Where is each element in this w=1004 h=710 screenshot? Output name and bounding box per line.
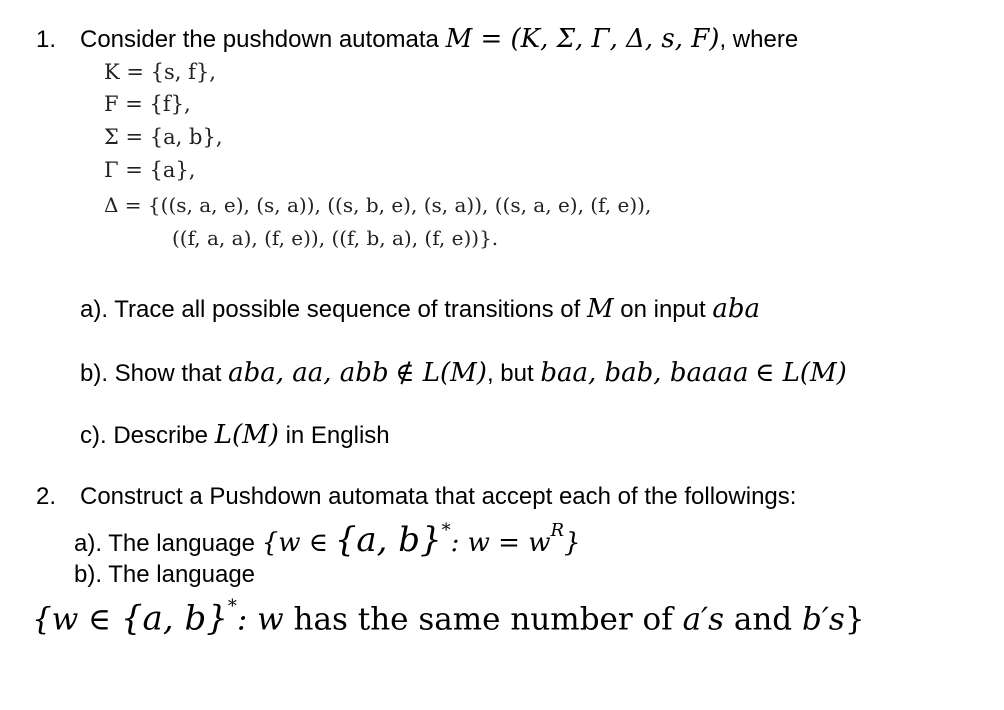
q1-part-b-notin: ∉ L(M): [395, 358, 487, 388]
q2-last-a-s: a′s: [682, 601, 724, 638]
q1-header: [36, 24, 798, 55]
q1-part-a-mid: on input: [620, 296, 706, 323]
q1-tuple: M = (K, Σ, Γ, Δ, s, F): [445, 24, 720, 54]
q1-part-c-lang: L(M): [214, 420, 279, 450]
q2-intro: Construct a Pushdown automata that accept each of the followings:: [80, 483, 797, 510]
q1-part-b-but: , but: [486, 360, 534, 387]
q1-number: 1.: [36, 26, 57, 53]
q1-definition-delta-line2: ((f, a, a), (f, e)), ((f, b, a), (f, e))}.: [172, 226, 499, 250]
q2-last-open: {w ∈: [32, 601, 112, 638]
q1-part-b: [80, 358, 847, 389]
q1-part-a-label: a). Trace all possible sequence of transitions of: [80, 296, 581, 323]
q1-part-b-accepted: baa, bab, baaaa: [540, 358, 749, 388]
q1-intro: Consider the pushdown automata: [80, 26, 439, 53]
q2-last-language: [32, 594, 865, 638]
q1-definition-gamma: Γ = {a},: [104, 158, 196, 182]
q1-part-b-in: ∈ L(M): [755, 358, 847, 388]
q2-part-a-lang-open: {w ∈: [261, 528, 329, 558]
q2-part-a-label: a). The language: [74, 530, 256, 557]
q1-definition-k: K = {s, f},: [104, 60, 216, 84]
q2-part-a: [74, 522, 581, 559]
q1-definition-f: F = {f},: [104, 92, 191, 116]
q2-last-set: {a, b}: [120, 598, 228, 639]
q2-number: 2.: [36, 483, 57, 510]
q2-part-a-set: {a, b}: [334, 520, 442, 560]
q2-part-a-end: }: [564, 528, 581, 558]
q2-last-end: }: [844, 601, 865, 638]
q1-part-c-label: c). Describe: [80, 422, 209, 449]
q1-part-a: [80, 294, 760, 325]
q1-part-b-label: b). Show that: [80, 360, 222, 387]
q2-part-a-lang-close: : w = w: [450, 528, 551, 558]
q2-part-b: [74, 560, 255, 590]
q2-last-colon-w: : w: [236, 601, 284, 638]
q1-where: , where: [719, 26, 799, 53]
q2-part-a-sup-r: R: [550, 520, 565, 541]
q1-part-a-machine: M: [586, 294, 614, 324]
q1-part-c-tail: in English: [285, 422, 390, 449]
q2-part-b-label: b). The language: [74, 561, 256, 588]
q2-last-star: *: [227, 596, 237, 617]
q1-part-c: [80, 420, 390, 451]
q2-last-b-s: b′s: [802, 601, 845, 638]
q1-definition-sigma: Σ = {a, b},: [104, 125, 223, 149]
q2-part-a-star: *: [441, 520, 451, 541]
q1-part-a-input: aba: [712, 294, 760, 324]
q2-last-and: and: [733, 601, 793, 638]
q2-last-text1: has the same number of: [293, 601, 673, 638]
q1-part-b-rejected: aba, aa, abb: [228, 358, 389, 388]
q1-definition-delta-line1: Δ = {((s, a, e), (s, a)), ((s, b, e), (s, a)), ((s, a, e), (f, e)),: [104, 193, 652, 217]
q2-header: [36, 482, 796, 512]
